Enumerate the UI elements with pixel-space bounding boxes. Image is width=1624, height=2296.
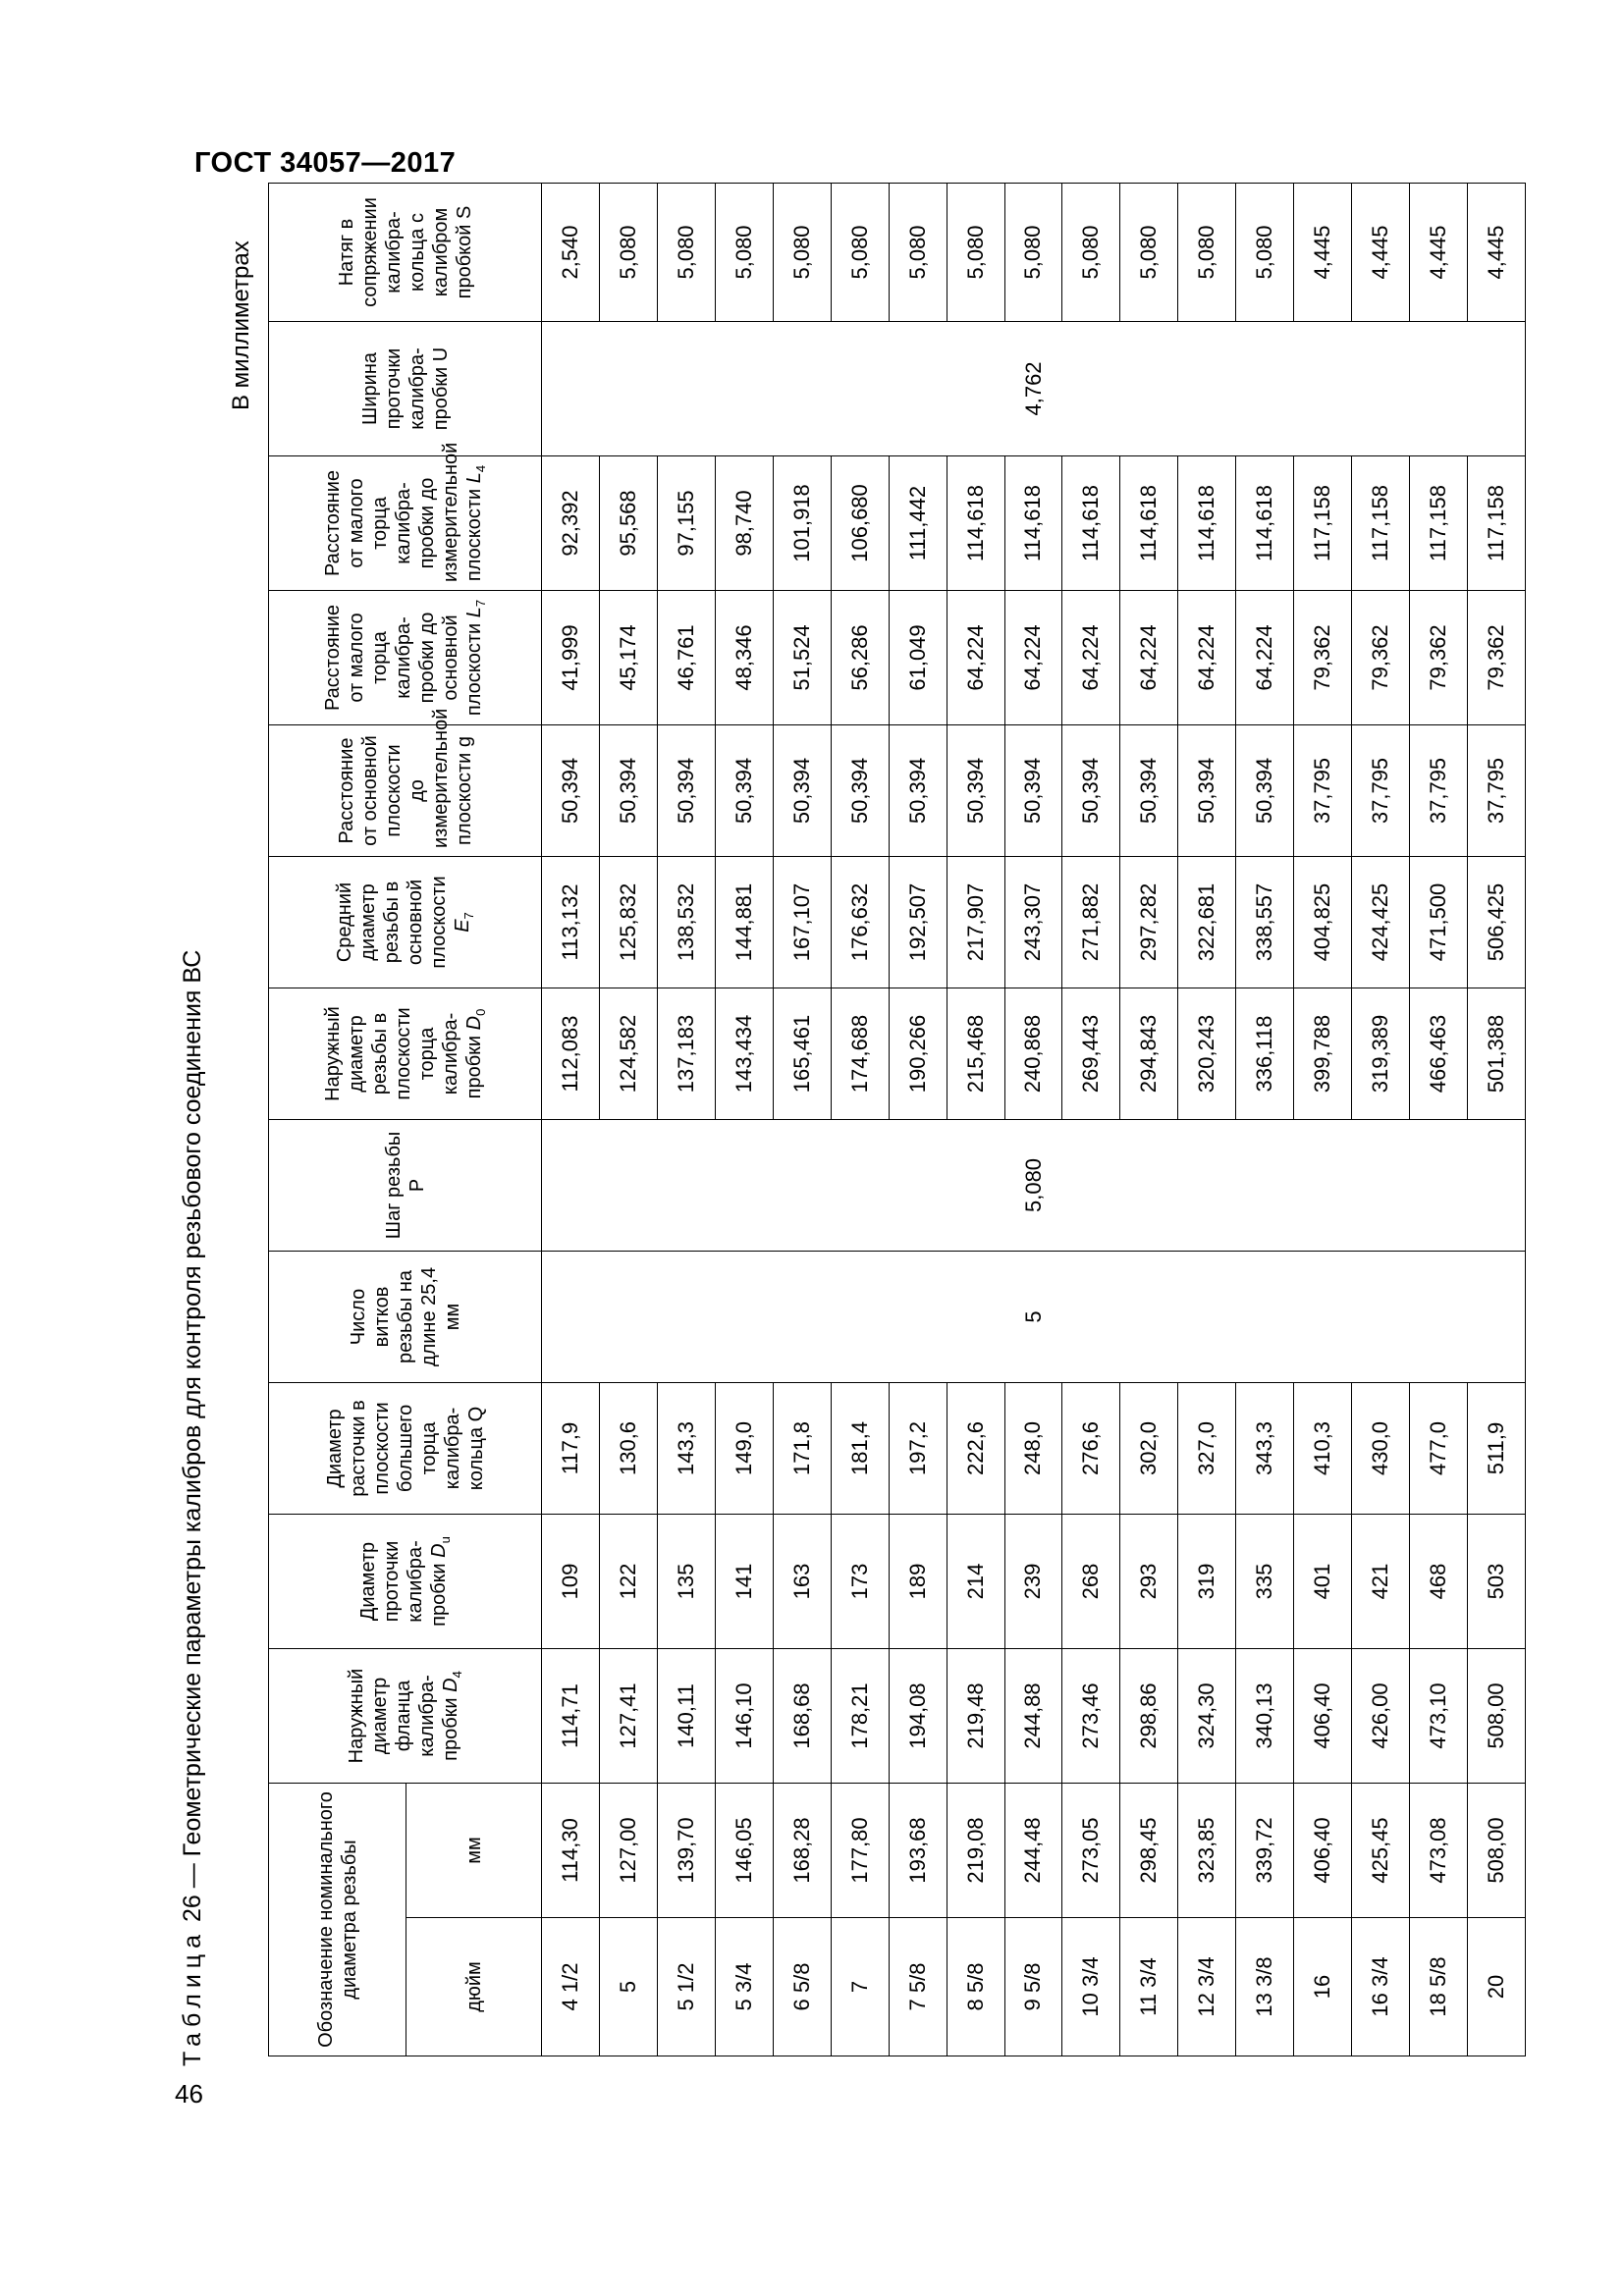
cell-mm: 219,08 xyxy=(947,1783,1004,1917)
header-row xyxy=(269,183,406,2056)
cell-s: 5,080 xyxy=(1120,183,1178,321)
cell-e7: 471,500 xyxy=(1410,856,1468,988)
gauge-parameters-table xyxy=(268,183,1526,2056)
cell-l4: 114,618 xyxy=(1062,455,1120,590)
header-d0-symbol: D xyxy=(463,1015,486,1031)
cell-e7: 506,425 xyxy=(1468,856,1526,988)
cell-q: 477,0 xyxy=(1410,1382,1468,1514)
header-turns-text: Число витков резьбы на длине 25,4 мм xyxy=(347,1266,463,1367)
cell-e7: 176,632 xyxy=(831,856,889,988)
header-du-symbol: D xyxy=(428,1543,451,1558)
cell-inch: 16 xyxy=(1294,1918,1352,2056)
cell-d0: 190,266 xyxy=(889,988,947,1119)
cell-mm: 193,68 xyxy=(889,1783,947,1917)
cell-g: 50,394 xyxy=(773,724,831,856)
cell-du: 421 xyxy=(1352,1514,1410,1648)
cell-q: 222,6 xyxy=(947,1382,1004,1514)
cell-d0: 336,118 xyxy=(1236,988,1294,1119)
cell-d4: 168,68 xyxy=(773,1648,831,1783)
cell-inch: 5 1/2 xyxy=(657,1918,715,2056)
cell-l4: 117,158 xyxy=(1410,455,1468,590)
cell-l4: 114,618 xyxy=(947,455,1004,590)
cell-e7: 424,425 xyxy=(1352,856,1410,988)
cell-q: 511,9 xyxy=(1468,1382,1526,1514)
cell-d4: 146,10 xyxy=(715,1648,773,1783)
cell-s: 4,445 xyxy=(1294,183,1352,321)
cell-g: 50,394 xyxy=(1236,724,1294,856)
cell-e7: 138,532 xyxy=(657,856,715,988)
header-du-text: Диаметр проточки калибра-пробки xyxy=(357,1540,451,1627)
merged-cell-turns: 5 xyxy=(542,1251,1526,1382)
header-e7-text: Средний диаметр резьбы в основной плоскости xyxy=(334,876,451,969)
cell-mm: 273,05 xyxy=(1062,1783,1120,1917)
cell-s: 5,080 xyxy=(599,183,657,321)
header-inch xyxy=(406,1918,542,2056)
cell-d4: 127,41 xyxy=(599,1648,657,1783)
cell-q: 117,9 xyxy=(542,1382,600,1514)
cell-du: 109 xyxy=(542,1514,600,1648)
cell-l4: 95,568 xyxy=(599,455,657,590)
cell-s: 5,080 xyxy=(1004,183,1062,321)
cell-mm: 425,45 xyxy=(1352,1783,1410,1917)
header-pitch xyxy=(269,1119,542,1251)
header-s-text: Натяг в сопряжении калибра-кольца с калибром пробкой S xyxy=(335,197,475,307)
cell-l7: 64,224 xyxy=(1178,590,1236,724)
cell-mm: 323,85 xyxy=(1178,1783,1236,1917)
cell-d4: 178,21 xyxy=(831,1648,889,1783)
cell-mm: 114,30 xyxy=(542,1783,600,1917)
cell-s: 5,080 xyxy=(889,183,947,321)
cell-du: 189 xyxy=(889,1514,947,1648)
cell-g: 50,394 xyxy=(1004,724,1062,856)
cell-g: 37,795 xyxy=(1468,724,1526,856)
cell-g: 50,394 xyxy=(715,724,773,856)
header-turns xyxy=(269,1251,542,1382)
cell-g: 37,795 xyxy=(1410,724,1468,856)
cell-mm: 508,00 xyxy=(1468,1783,1526,1917)
cell-e7: 338,557 xyxy=(1236,856,1294,988)
cell-d4: 219,48 xyxy=(947,1648,1004,1783)
cell-s: 5,080 xyxy=(773,183,831,321)
cell-du: 122 xyxy=(599,1514,657,1648)
cell-l7: 79,362 xyxy=(1352,590,1410,724)
header-du-subscript: u xyxy=(438,1536,454,1544)
cell-l7: 79,362 xyxy=(1468,590,1526,724)
header-g xyxy=(269,708,542,856)
cell-inch: 16 3/4 xyxy=(1352,1918,1410,2056)
cell-d4: 140,11 xyxy=(657,1648,715,1783)
cell-q: 276,6 xyxy=(1062,1382,1120,1514)
cell-du: 401 xyxy=(1294,1514,1352,1648)
cell-l7: 79,362 xyxy=(1294,590,1352,724)
cell-mm: 298,45 xyxy=(1120,1783,1178,1917)
cell-d0: 320,243 xyxy=(1178,988,1236,1119)
cell-q: 327,0 xyxy=(1178,1382,1236,1514)
cell-du: 335 xyxy=(1236,1514,1294,1648)
header-nominal-diameter-text: Обозначение номинального диаметра резьбы xyxy=(314,1791,360,2048)
cell-d4: 298,86 xyxy=(1120,1648,1178,1783)
header-inch-text: дюйм xyxy=(462,1961,485,2012)
cell-l4: 117,158 xyxy=(1352,455,1410,590)
cell-mm: 146,05 xyxy=(715,1783,773,1917)
header-g-text: Расстояние от основной плоскости до измерительной плоскости g xyxy=(335,708,475,848)
cell-mm: 127,00 xyxy=(599,1783,657,1917)
header-d0-text: Наружный диаметр резьбы в плоскости торца калибра-пробки xyxy=(322,1006,486,1101)
cell-inch: 6 5/8 xyxy=(773,1918,831,2056)
cell-d0: 466,463 xyxy=(1410,988,1468,1119)
cell-inch: 12 3/4 xyxy=(1178,1918,1236,2056)
cell-l4: 117,158 xyxy=(1294,455,1352,590)
cell-inch: 7 5/8 xyxy=(889,1918,947,2056)
cell-inch: 4 1/2 xyxy=(542,1918,600,2056)
header-d4-text: Наружный диаметр фланца калибра-пробки xyxy=(346,1668,462,1764)
cell-l4: 111,442 xyxy=(889,455,947,590)
cell-e7: 322,681 xyxy=(1178,856,1236,988)
cell-du: 173 xyxy=(831,1514,889,1648)
cell-mm: 406,40 xyxy=(1294,1783,1352,1917)
cell-l7: 79,362 xyxy=(1410,590,1468,724)
cell-du: 268 xyxy=(1062,1514,1120,1648)
cell-g: 50,394 xyxy=(831,724,889,856)
cell-l4: 114,618 xyxy=(1178,455,1236,590)
cell-g: 50,394 xyxy=(1120,724,1178,856)
cell-d0: 165,461 xyxy=(773,988,831,1119)
page-number: 46 xyxy=(175,2079,203,2109)
cell-inch: 11 3/4 xyxy=(1120,1918,1178,2056)
header-nominal-diameter xyxy=(269,1783,406,2056)
cell-mm: 168,28 xyxy=(773,1783,831,1917)
cell-l7: 45,174 xyxy=(599,590,657,724)
cell-l4: 117,158 xyxy=(1468,455,1526,590)
document-code: ГОСТ 34057—2017 xyxy=(194,147,457,179)
cell-l4: 114,618 xyxy=(1120,455,1178,590)
cell-l7: 64,224 xyxy=(1236,590,1294,724)
merged-cell-pitch: 5,080 xyxy=(542,1119,1526,1251)
cell-s: 5,080 xyxy=(1236,183,1294,321)
header-e7-symbol: E xyxy=(452,919,474,933)
cell-du: 141 xyxy=(715,1514,773,1648)
cell-d0: 174,688 xyxy=(831,988,889,1119)
cell-s: 4,445 xyxy=(1468,183,1526,321)
cell-e7: 167,107 xyxy=(773,856,831,988)
cell-g: 50,394 xyxy=(889,724,947,856)
header-u xyxy=(269,321,542,455)
header-d0 xyxy=(269,988,542,1119)
cell-q: 343,3 xyxy=(1236,1382,1294,1514)
cell-l7: 61,049 xyxy=(889,590,947,724)
cell-s: 4,445 xyxy=(1410,183,1468,321)
cell-s: 2,540 xyxy=(542,183,600,321)
cell-inch: 20 xyxy=(1468,1918,1526,2056)
cell-q: 430,0 xyxy=(1352,1382,1410,1514)
cell-d4: 273,46 xyxy=(1062,1648,1120,1783)
cell-inch: 9 5/8 xyxy=(1004,1918,1062,2056)
cell-du: 503 xyxy=(1468,1514,1526,1648)
cell-l7: 41,999 xyxy=(542,590,600,724)
cell-l4: 101,918 xyxy=(773,455,831,590)
header-mm-text: мм xyxy=(462,1837,485,1864)
cell-g: 50,394 xyxy=(947,724,1004,856)
cell-q: 149,0 xyxy=(715,1382,773,1514)
cell-d4: 426,00 xyxy=(1352,1648,1410,1783)
cell-l7: 64,224 xyxy=(947,590,1004,724)
cell-d0: 137,183 xyxy=(657,988,715,1119)
header-l4 xyxy=(269,442,542,590)
cell-e7: 217,907 xyxy=(947,856,1004,988)
header-l4-text: Расстояние от малого торца калибра-пробки до измерительной плоскости xyxy=(322,442,486,582)
cell-mm: 339,72 xyxy=(1236,1783,1294,1917)
header-s xyxy=(269,183,542,321)
cell-l7: 51,524 xyxy=(773,590,831,724)
cell-mm: 139,70 xyxy=(657,1783,715,1917)
cell-d4: 324,30 xyxy=(1178,1648,1236,1783)
header-d0-subscript: 0 xyxy=(473,1008,489,1016)
header-q xyxy=(269,1382,542,1514)
header-l4-symbol: L xyxy=(463,472,486,484)
table-body xyxy=(542,183,1526,2056)
cell-g: 50,394 xyxy=(1062,724,1120,856)
cell-g: 50,394 xyxy=(1178,724,1236,856)
header-e7 xyxy=(269,856,542,988)
cell-l7: 64,224 xyxy=(1004,590,1062,724)
cell-mm: 244,48 xyxy=(1004,1783,1062,1917)
cell-d0: 143,434 xyxy=(715,988,773,1119)
cell-q: 143,3 xyxy=(657,1382,715,1514)
cell-q: 410,3 xyxy=(1294,1382,1352,1514)
cell-inch: 18 5/8 xyxy=(1410,1918,1468,2056)
cell-e7: 125,832 xyxy=(599,856,657,988)
header-l7-symbol: L xyxy=(463,607,486,618)
cell-l4: 97,155 xyxy=(657,455,715,590)
cell-d4: 244,88 xyxy=(1004,1648,1062,1783)
header-d4 xyxy=(269,1648,542,1783)
cell-s: 5,080 xyxy=(657,183,715,321)
units-note: В миллиметрах xyxy=(228,240,254,410)
cell-d0: 112,083 xyxy=(542,988,600,1119)
cell-du: 163 xyxy=(773,1514,831,1648)
header-l4-subscript: 4 xyxy=(473,464,489,473)
cell-d0: 269,443 xyxy=(1062,988,1120,1119)
cell-e7: 404,825 xyxy=(1294,856,1352,988)
cell-du: 293 xyxy=(1120,1514,1178,1648)
cell-l4: 114,618 xyxy=(1004,455,1062,590)
cell-q: 171,8 xyxy=(773,1382,831,1514)
cell-d4: 194,08 xyxy=(889,1648,947,1783)
cell-d0: 215,468 xyxy=(947,988,1004,1119)
cell-l7: 64,224 xyxy=(1120,590,1178,724)
cell-du: 135 xyxy=(657,1514,715,1648)
header-e7-subscript: 7 xyxy=(461,912,477,920)
cell-d0: 124,582 xyxy=(599,988,657,1119)
cell-mm: 177,80 xyxy=(831,1783,889,1917)
cell-g: 50,394 xyxy=(657,724,715,856)
cell-inch: 5 3/4 xyxy=(715,1918,773,2056)
cell-q: 197,2 xyxy=(889,1382,947,1514)
cell-g: 50,394 xyxy=(599,724,657,856)
cell-d4: 406,40 xyxy=(1294,1648,1352,1783)
header-pitch-text: Шаг резьбы P xyxy=(382,1131,428,1240)
header-du xyxy=(269,1514,542,1648)
cell-s: 5,080 xyxy=(1178,183,1236,321)
table-row xyxy=(542,183,600,2056)
cell-d4: 340,13 xyxy=(1236,1648,1294,1783)
cell-inch: 7 xyxy=(831,1918,889,2056)
cell-e7: 144,881 xyxy=(715,856,773,988)
merged-cell-u: 4,762 xyxy=(542,321,1526,455)
header-l7 xyxy=(269,590,542,724)
cell-d4: 508,00 xyxy=(1468,1648,1526,1783)
cell-du: 214 xyxy=(947,1514,1004,1648)
cell-s: 5,080 xyxy=(947,183,1004,321)
cell-e7: 192,507 xyxy=(889,856,947,988)
cell-s: 4,445 xyxy=(1352,183,1410,321)
table-caption-text: 26 — Геометрические параметры калибров для контроля резьбового соединения ВС xyxy=(179,949,206,1929)
cell-inch: 13 3/8 xyxy=(1236,1918,1294,2056)
cell-e7: 243,307 xyxy=(1004,856,1062,988)
cell-d4: 114,71 xyxy=(542,1648,600,1783)
cell-l7: 46,761 xyxy=(657,590,715,724)
header-l7-subscript: 7 xyxy=(473,599,489,608)
cell-l4: 106,680 xyxy=(831,455,889,590)
cell-e7: 113,132 xyxy=(542,856,600,988)
header-mm xyxy=(406,1783,542,1917)
cell-inch: 10 3/4 xyxy=(1062,1918,1120,2056)
cell-e7: 297,282 xyxy=(1120,856,1178,988)
header-l7-text: Расстояние от малого торца калибра-пробки до основной плоскости xyxy=(322,604,486,717)
cell-l7: 48,346 xyxy=(715,590,773,724)
cell-d0: 501,388 xyxy=(1468,988,1526,1119)
cell-q: 130,6 xyxy=(599,1382,657,1514)
cell-q: 181,4 xyxy=(831,1382,889,1514)
cell-d4: 473,10 xyxy=(1410,1648,1468,1783)
cell-d0: 294,843 xyxy=(1120,988,1178,1119)
cell-l4: 114,618 xyxy=(1236,455,1294,590)
cell-d0: 240,868 xyxy=(1004,988,1062,1119)
cell-s: 5,080 xyxy=(831,183,889,321)
cell-d0: 399,788 xyxy=(1294,988,1352,1119)
cell-e7: 271,882 xyxy=(1062,856,1120,988)
cell-inch: 5 xyxy=(599,1918,657,2056)
cell-q: 302,0 xyxy=(1120,1382,1178,1514)
header-d4-subscript: 4 xyxy=(450,1671,465,1679)
cell-du: 468 xyxy=(1410,1514,1468,1648)
table-caption-label: Таблица xyxy=(179,1928,206,2066)
header-u-text: Ширина проточки калибра-пробки U xyxy=(358,347,452,431)
cell-l4: 92,392 xyxy=(542,455,600,590)
table-caption xyxy=(179,950,207,2066)
cell-d0: 319,389 xyxy=(1352,988,1410,1119)
cell-g: 50,394 xyxy=(542,724,600,856)
cell-g: 37,795 xyxy=(1294,724,1352,856)
cell-mm: 473,08 xyxy=(1410,1783,1468,1917)
cell-s: 5,080 xyxy=(715,183,773,321)
cell-du: 319 xyxy=(1178,1514,1236,1648)
cell-l4: 98,740 xyxy=(715,455,773,590)
cell-du: 239 xyxy=(1004,1514,1062,1648)
cell-g: 37,795 xyxy=(1352,724,1410,856)
cell-s: 5,080 xyxy=(1062,183,1120,321)
cell-inch: 8 5/8 xyxy=(947,1918,1004,2056)
rotated-table-container xyxy=(268,197,1526,2056)
header-d4-symbol: D xyxy=(440,1678,462,1692)
cell-l7: 64,224 xyxy=(1062,590,1120,724)
cell-q: 248,0 xyxy=(1004,1382,1062,1514)
header-q-text: Диаметр расточки в плоскости большего торца калибра-кольца Q xyxy=(323,1400,487,1497)
cell-l7: 56,286 xyxy=(831,590,889,724)
